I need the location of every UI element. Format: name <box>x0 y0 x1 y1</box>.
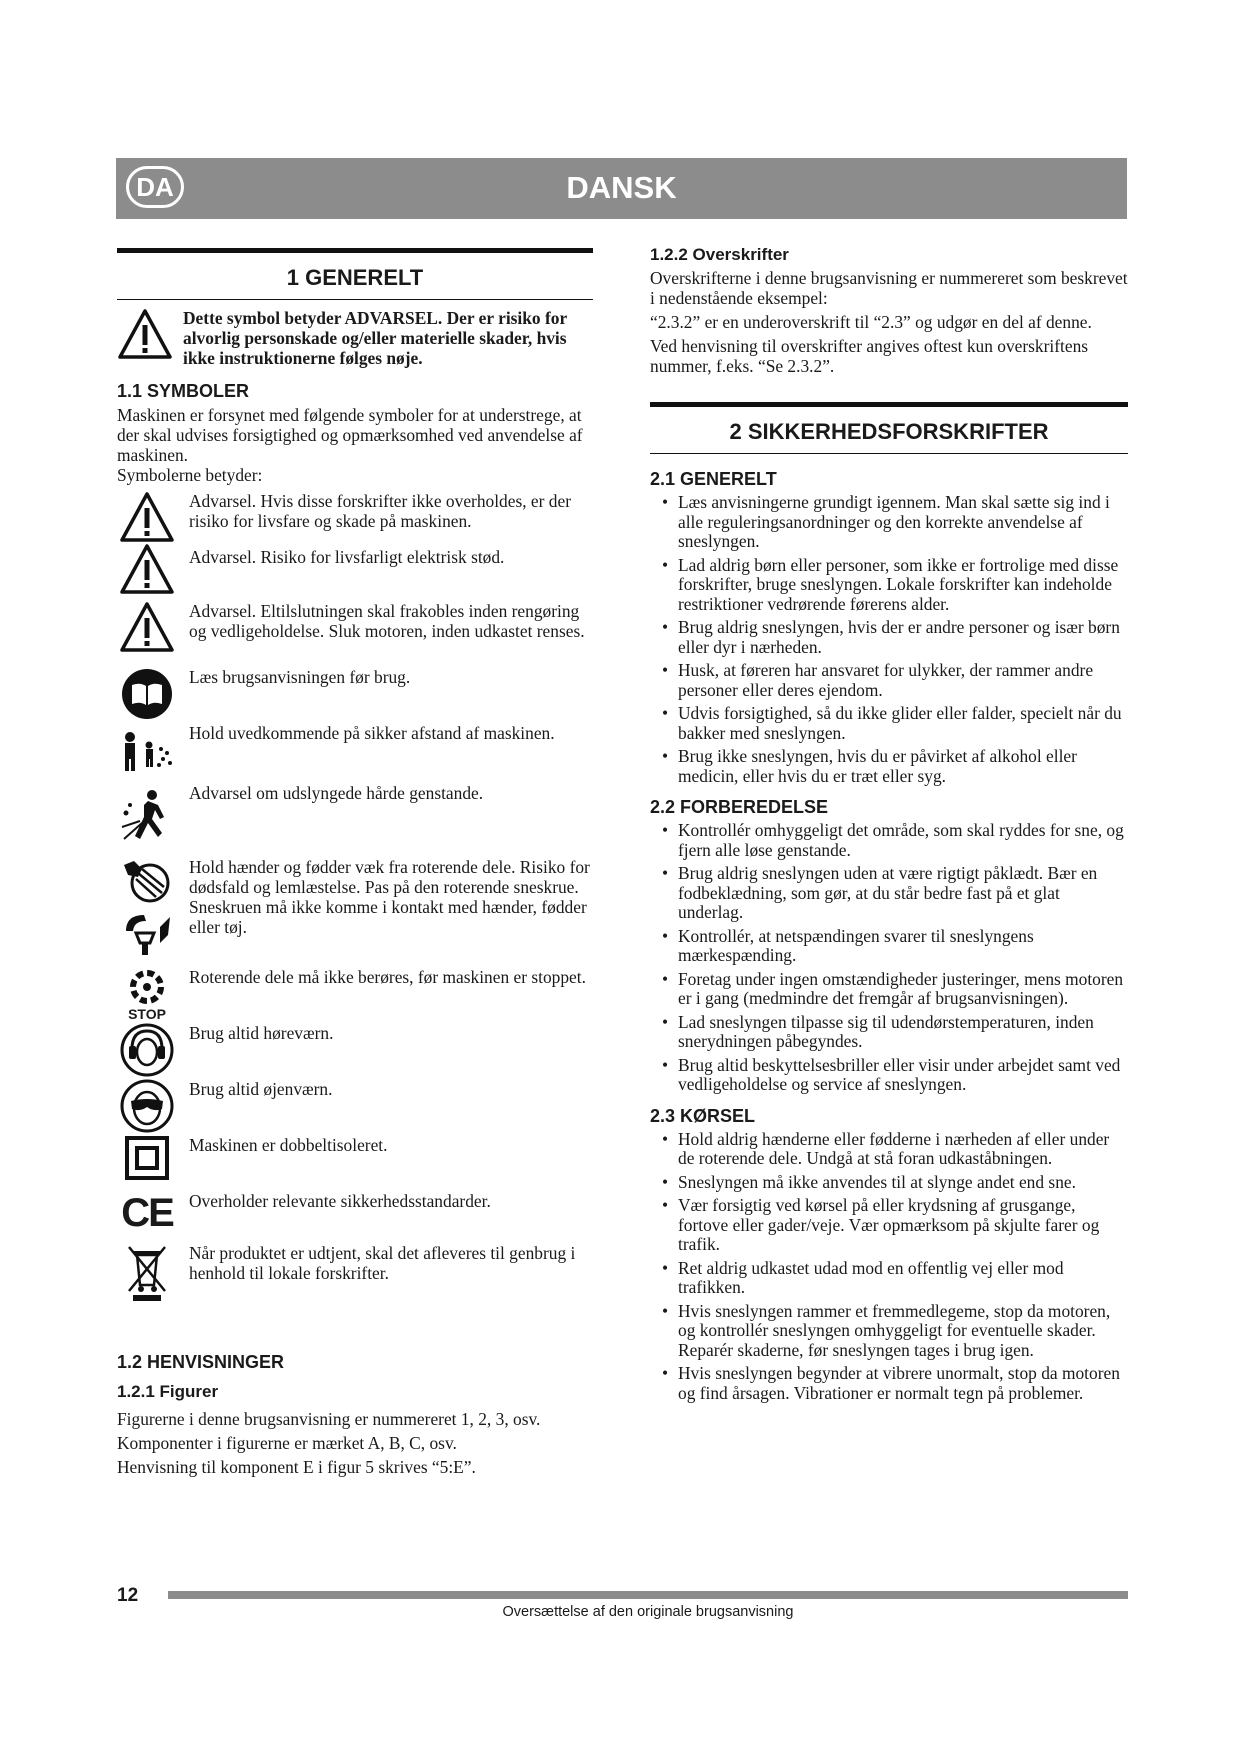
list-item: • Foretag under ingen omstændigheder justeringer, mens motoren er i gang (medmindre det fremgår af brugsanvisningen). <box>650 970 1128 1009</box>
list-item: • Ret aldrig udkastet udad mod en offentlig vej eller mod trafikken. <box>650 1259 1128 1298</box>
symbol-row <box>117 1243 593 1313</box>
list-item: • Hold aldrig hænderne eller fødderne i nærheden af eller under de roterende dele. Undgå at stå foran udkaståbningen. <box>650 1130 1128 1169</box>
language-code-badge: DA <box>126 166 184 208</box>
bystanders-distance-icon <box>117 723 177 775</box>
korsel-list <box>650 1130 1128 1404</box>
footer-text: Oversættelse af den originale brugsanvisning <box>502 1604 794 1620</box>
symbol-row <box>117 1135 593 1191</box>
language-banner <box>116 158 1127 219</box>
symbol-row <box>117 601 593 667</box>
overskrifter-paragraph: Overskrifterne i denne brugsanvisning er nummereret som beskrevet i nedenstående eksempel: <box>650 268 1128 308</box>
symbol-description: Når produktet er udtjent, skal det afleveres til genbrug i henhold til lokale forskrifter. <box>189 1243 576 1283</box>
eye-protection-icon <box>117 1079 177 1133</box>
warning-triangle-icon <box>117 543 177 595</box>
list-item: • Lad sneslyngen tilpasse sig til udendørstemperaturen, inden snerydningen påbegyndes. <box>650 1013 1128 1052</box>
list-item: • Brug aldrig sneslyngen uden at være rigtigt påklædt. Bær en fodbeklædning, som gør, at du står bedre fast på et glat underlag. <box>650 864 1128 923</box>
thrown-objects-icon <box>117 783 177 845</box>
symbol-description: Roterende dele må ikke berøres, før maskinen er stoppet. <box>189 967 586 987</box>
list-item: • Brug altid beskyttelsesbriller eller visir under arbejdet samt ved vedligeholdelse og service af sneslyngen. <box>650 1056 1128 1095</box>
figurer-heading: 1.2.1 Figurer <box>117 1382 219 1401</box>
list-item: • Sneslyngen må ikke anvendes til at slynge andet end sne. <box>650 1173 1128 1193</box>
section-2-header <box>650 402 1128 454</box>
symbol-description: Brug altid øjenværn. <box>189 1079 333 1099</box>
warning-notice <box>117 308 593 368</box>
figurer-paragraph: Figurerne i denne brugsanvisning er nummereret 1, 2, 3, osv. <box>117 1409 541 1429</box>
symbol-description: Overholder relevante sikkerhedsstandarder. <box>189 1191 491 1211</box>
list-item: • Kontrollér omhyggeligt det område, som skal ryddes for sne, og fjern alle løse genstande. <box>650 821 1128 860</box>
symbol-row <box>117 723 593 783</box>
symbol-row <box>117 967 593 1023</box>
page-number: 12 <box>117 1585 139 1606</box>
double-insulation-icon <box>117 1135 177 1181</box>
list-item: • Husk, at føreren har ansvaret for ulykker, der rammer andre personer eller deres ejendom. <box>650 661 1128 700</box>
symbol-description: Læs brugsanvisningen før brug. <box>189 667 411 687</box>
symbol-row <box>117 783 593 851</box>
warning-text: Dette symbol betyder ADVARSEL. Der er risiko for alvorlig personskade og/eller materielle skader, hvis ikke instruktionerne følges nøje. <box>183 308 567 368</box>
overskrifter-heading: 1.2.2 Overskrifter <box>650 245 789 264</box>
symbol-description: Hold hænder og fødder væk fra roterende dele. Risiko for dødsfald og lemlæstelse. Pas på den roterende sneskrue. Sneskruen må ikke komme i kontakt med hænder, fødder eller tøj. <box>189 857 590 937</box>
forberedelse-list <box>650 821 1128 1095</box>
symbol-row <box>117 857 593 967</box>
right-column <box>650 244 1128 1407</box>
symbol-description: Maskinen er dobbeltisoleret. <box>189 1135 388 1155</box>
ce-mark-glyph: CE <box>121 1191 173 1235</box>
forberedelse-heading: 2.2 FORBEREDELSE <box>650 797 829 817</box>
warning-triangle-icon <box>117 491 177 543</box>
rotating-stop-icon <box>117 967 177 1021</box>
weee-bin-icon <box>117 1243 177 1303</box>
korsel-heading: 2.3 KØRSEL <box>650 1105 756 1126</box>
language-title: DANSK <box>566 170 677 205</box>
henvisninger-heading: 1.2 HENVISNINGER <box>117 1352 285 1372</box>
symbol-description: Hold uvedkommende på sikker afstand af maskinen. <box>189 723 555 743</box>
list-item: • Udvis forsigtighed, så du ikke glider eller falder, specielt når du bakker med sneslyngen. <box>650 704 1128 743</box>
section-1-header <box>117 248 593 300</box>
symboler-label: Symbolerne betyder: <box>117 465 263 485</box>
ear-protection-icon <box>117 1023 177 1077</box>
figurer-paragraph: Komponenter i figurerne er mærket A, B, C, osv. <box>117 1433 457 1453</box>
list-item: • Brug aldrig sneslyngen, hvis der er andre personer og især børn eller dyr i nærheden. <box>650 618 1128 657</box>
figurer-paragraph: Henvisning til komponent E i figur 5 skrives “5:E”. <box>117 1457 476 1477</box>
list-item: • Lad aldrig børn eller personer, som ikke er fortrolige med disse forskrifter, bruge sneslyngen. Lokale forskrifter kan indeholde restriktioner vedrørende førerens alder. <box>650 556 1128 615</box>
rotating-auger-icon <box>117 857 177 959</box>
list-item: • Hvis sneslyngen begynder at vibrere unormalt, stop da motoren og find årsagen. Vibrationer er normalt tegn på problemer. <box>650 1364 1128 1403</box>
symbol-row <box>117 543 593 601</box>
ce-mark-icon <box>117 1191 177 1235</box>
symbol-description: Advarsel. Hvis disse forskrifter ikke overholdes, er der risiko for livsfare og skade på maskinen. <box>189 491 571 531</box>
section-1-title: 1 GENERELT <box>117 253 593 300</box>
read-manual-icon <box>117 667 177 721</box>
stop-label: STOP <box>128 1006 166 1022</box>
overskrifter-paragraph: “2.3.2” er en underoverskrift til “2.3” og udgør en del af denne. <box>650 312 1092 332</box>
symbol-description: Advarsel. Risiko for livsfarligt elektrisk stød. <box>189 547 505 567</box>
warning-triangle-icon <box>117 601 177 653</box>
symbol-description: Brug altid høreværn. <box>189 1023 334 1043</box>
generelt-list <box>650 493 1128 786</box>
symbol-row <box>117 491 593 543</box>
left-column <box>117 248 593 1479</box>
list-item: • Læs anvisningerne grundigt igennem. Man skal sætte sig ind i alle reguleringsanordninger og den korrekte anvendelse af sneslyngen. <box>650 493 1128 552</box>
footer-bar <box>168 1591 1128 1599</box>
symbol-description: Advarsel. Eltilslutningen skal frakobles inden rengøring og vedligeholdelse. Sluk motoren, inden udkastet renses. <box>189 601 585 641</box>
warning-triangle-icon <box>117 308 173 365</box>
list-item: • Brug ikke sneslyngen, hvis du er påvirket af alkohol eller medicin, eller hvis du er træt eller syg. <box>650 747 1128 786</box>
symbol-row <box>117 667 593 723</box>
symboler-heading: 1.1 SYMBOLER <box>117 381 250 401</box>
symboler-intro: Maskinen er forsynet med følgende symboler for at understrege, at der skal udvises forsigtighed og opmærksomhed ved anvendelse af maskinen. <box>117 405 583 465</box>
symbol-row <box>117 1023 593 1079</box>
section-2-title: 2 SIKKERHEDSFORSKRIFTER <box>650 407 1128 454</box>
symbol-row <box>117 1191 593 1243</box>
overskrifter-paragraph: Ved henvisning til overskrifter angives oftest kun overskriftens nummer, f.eks. “Se 2.3.2”. <box>650 336 1089 376</box>
list-item: • Vær forsigtig ved kørsel på eller krydsning af grusgange, fortove eller gader/veje. Vær opmærksom på skjulte farer og trafik. <box>650 1196 1128 1255</box>
symbol-description: Advarsel om udslyngede hårde genstande. <box>189 783 484 803</box>
list-item: • Kontrollér, at netspændingen svarer til sneslyngens mærkespænding. <box>650 927 1128 966</box>
symbol-row <box>117 1079 593 1135</box>
list-item: • Hvis sneslyngen rammer et fremmedlegeme, stop da motoren, og kontrollér sneslyngen omhyggeligt for eventuelle skader. Reparér skaderne, før sneslyngen tages i brug igen. <box>650 1302 1128 1361</box>
generelt-heading: 2.1 GENERELT <box>650 469 777 489</box>
